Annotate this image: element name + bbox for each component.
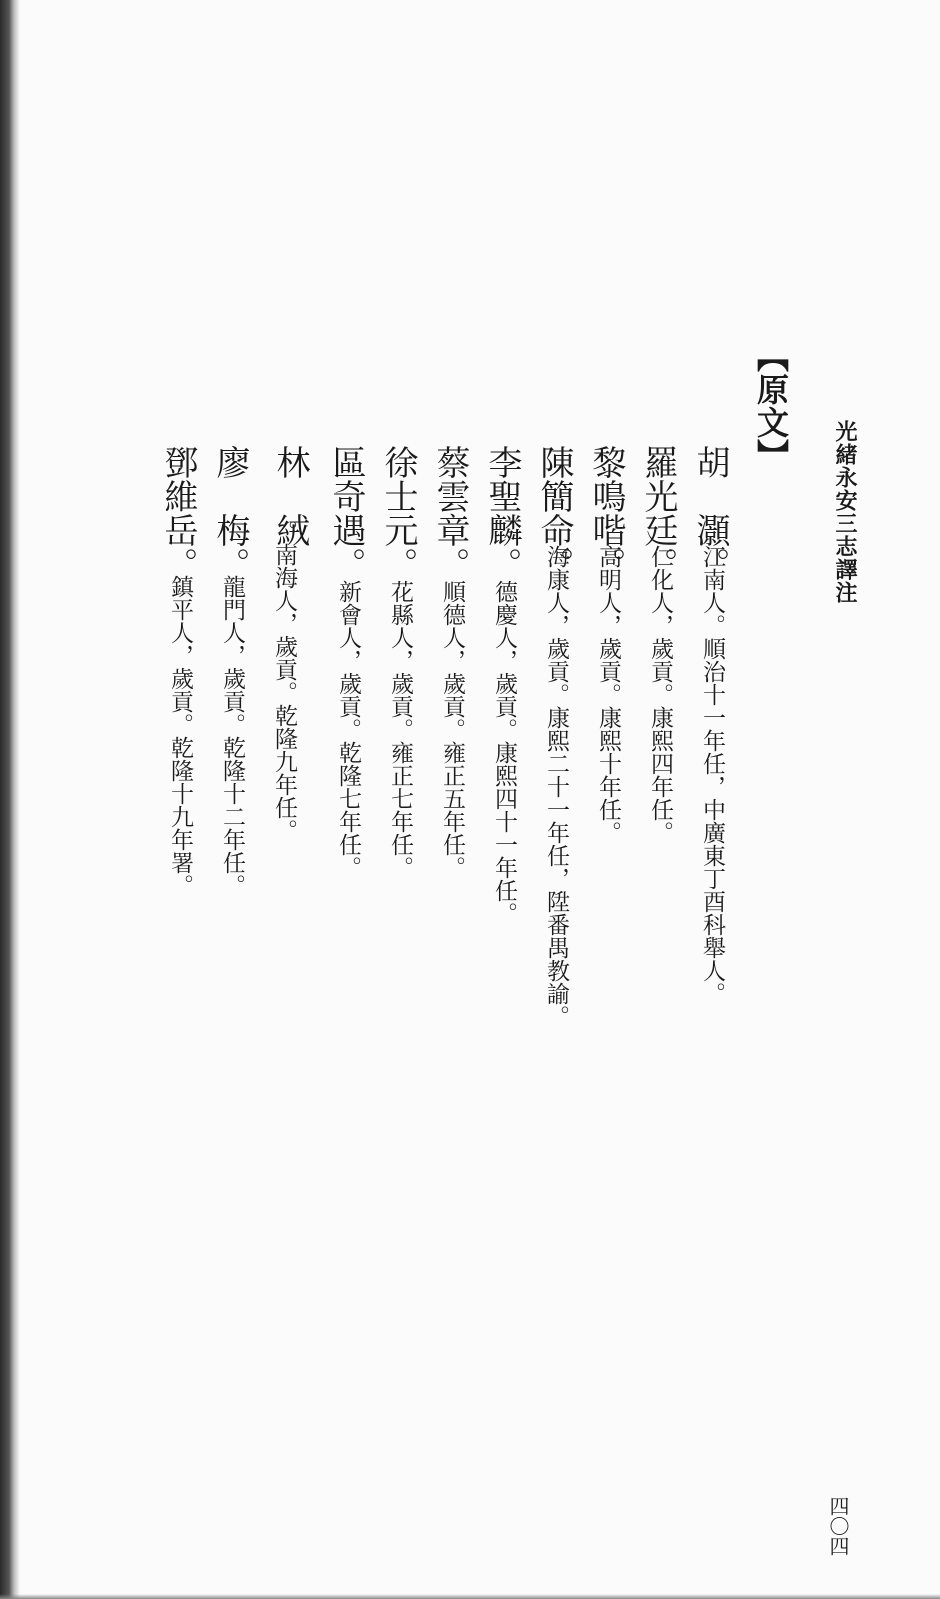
page-number: 四〇四 — [826, 1496, 850, 1556]
official-note: 花縣人，歲貢。雍正七年任。 — [387, 580, 413, 879]
official-name: 胡 灝。 — [690, 445, 730, 581]
official-name: 區奇遇。 — [326, 445, 366, 581]
official-name: 徐士元。 — [378, 445, 418, 581]
official-name: 林 絨 — [270, 445, 310, 547]
official-name: 廖 梅。 — [210, 445, 250, 581]
official-note: 高明人，歲貢。康熙十年任。 — [595, 545, 621, 844]
official-note: 新會人，歲貢。乾隆七年任。 — [335, 580, 361, 879]
official-note: 鎮平人，歲貢。乾隆十九年署。 — [167, 575, 193, 897]
scan-bottom-edge — [0, 1594, 940, 1599]
official-note: 龍門人，歲貢。乾隆十二年任。 — [219, 575, 245, 897]
official-name: 黎鳴喈。 — [586, 445, 626, 581]
official-name: 蔡雲章。 — [430, 445, 470, 581]
official-name: 羅光廷。 — [638, 445, 678, 581]
running-title: 光緒永安三志譯注 — [832, 420, 858, 604]
scan-binding-edge — [0, 0, 20, 1599]
official-note: 江南人。順治十一年任，中廣東丁酉科舉人。 — [699, 545, 725, 1005]
official-note: 順德人，歲貢。雍正五年任。 — [439, 580, 465, 879]
official-name: 鄧維岳。 — [158, 445, 198, 581]
official-note: 。南海人，歲貢。乾隆九年任。 — [271, 520, 297, 842]
official-name: 陳簡命。 — [534, 445, 574, 581]
section-heading: 【原文】 — [752, 340, 790, 472]
official-note: 德慶人，歲貢。康熙四十一年任。 — [491, 580, 517, 925]
official-name: 李聖麟。 — [482, 445, 522, 581]
official-note: 仁化人，歲貢。康熙四年任。 — [647, 545, 673, 844]
official-note: 海康人，歲貢。康熙二十一年任，陞番禺教諭。 — [543, 545, 569, 1028]
